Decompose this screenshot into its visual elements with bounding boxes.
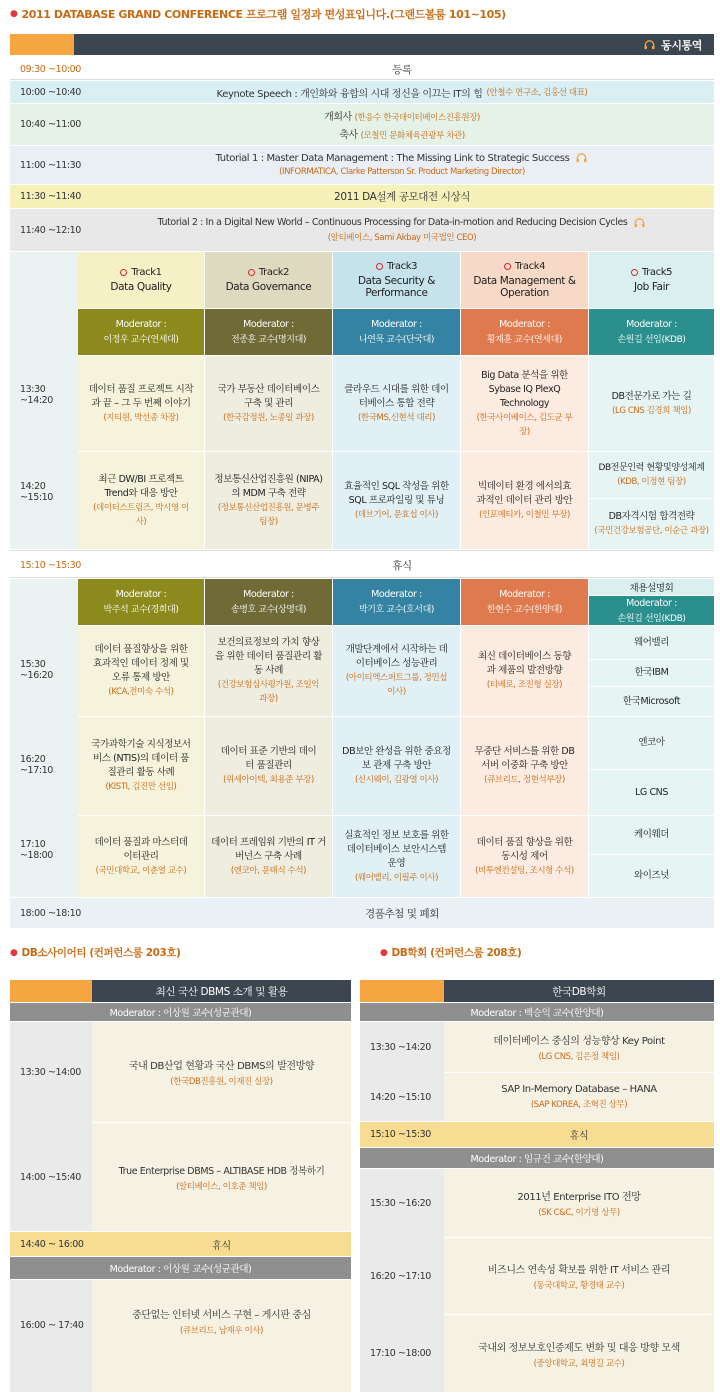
session-s1-track1: 데이터 품질 프로젝트 시작과 끝 – 그 두 번째 이야기 (지티원, 박선종 차장) — [78, 356, 204, 451]
db-society-orange-head — [10, 980, 92, 1002]
row-title: Keynote Speech : 개인화와 융합의 시대 정신을 이끄는 IT의 힘 (안철수 연구소, 김홍선 대표) — [216, 88, 588, 100]
schedule-row-tutorial2 — [10, 209, 714, 251]
academy-session: 비즈니스 연속성 확보를 위한 IT 서비스 관리 (동국대학교, 황경태 교수) — [444, 1238, 714, 1314]
row-title: 개회사 (한응수 한국데이터베이스진흥원장) 축사 (모철민 문화체육관광부 차관) — [324, 112, 480, 141]
row-time: 18:00 ~18:10 — [20, 907, 81, 919]
db-academy-title: 한국DB학회 — [444, 980, 714, 1002]
bullet-icon: ● — [10, 947, 18, 958]
time-slot1: 13:30 ~14:20 — [20, 384, 53, 406]
jobfair-company: 와이즈넛 — [589, 855, 714, 897]
row-title: 휴식 — [392, 559, 412, 572]
jobfair-company: 한국Microsoft — [589, 687, 714, 716]
track-dot-icon — [504, 263, 511, 270]
session-s1-track2: 국가 부동산 데이터베이스 구축 및 관리 (한국감정원, 노종일 과장) — [205, 356, 332, 451]
track-header-1: Track1 Data Quality — [78, 252, 204, 308]
session-s5-track3: 실효적인 정보 보호를 위한 데이터베이스 보안시스템 운영 (웨어밸리, 이필주 이사) — [333, 816, 460, 897]
row-time: 13:30 ~14:00 — [20, 1066, 81, 1078]
track-dot-icon — [120, 269, 127, 276]
session-s2-track2: 정보통신산업진흥원 (NIPA)의 MDM 구축 전략 (정보통신산업진흥원, 문병주 팀장) — [205, 452, 332, 549]
moderator-track4: Moderator : 황재훈 교수(연세대) — [461, 309, 588, 355]
session-s2-track5b: DB자격시험 합격전략 (국민건강보험공단, 이순근 과장) — [589, 499, 714, 549]
db-society-moderator1: Moderator : 이상원 교수(성균관대) — [10, 1003, 351, 1021]
headphone-icon — [633, 218, 646, 228]
jobfair-company: 엔코아 — [589, 717, 714, 769]
academy-session: 국내외 정보보호인증제도 변화 및 대응 방향 모색 (중앙대학교, 최명길 교수) — [444, 1315, 714, 1392]
row-title: 경품추첨 및 폐회 — [364, 907, 440, 920]
row-time: 17:10 ~18:00 — [370, 1348, 431, 1359]
db-society-table — [10, 980, 351, 1392]
track-header-5: Track5 Job Fair — [589, 252, 714, 308]
schedule-row-award — [10, 185, 714, 208]
schedule-row-tutorial1 — [10, 146, 714, 184]
row-time: 14:20 ~15:10 — [370, 1091, 431, 1103]
session-s3-track3: 개발단계에서 시작하는 데이터베이스 성능관리 (아이티엑스퍼트그룹, 정민섭 이사) — [333, 626, 460, 716]
academy-session: 2011년 Enterprise ITO 전망 (SK C&C, 이기영 상무) — [444, 1169, 714, 1237]
moderator-pm-track5: Moderator : 손원길 선임(KDB) — [589, 596, 714, 625]
society-session: 중단없는 인터넷 서비스 구현 – 게시판 중심 (큐브리드, 남재우 이사) — [92, 1280, 351, 1392]
session-s3-track1: 데이터 품질향상을 위한 효과적인 데이터 정제 및 오류 통제 방안 (KCA,전미숙 수석) — [78, 626, 204, 716]
session-s1-track4: Big Data 분석을 위한 Sybase IQ PlexQ Technology (한국사이베이스, 김도균 부장) — [461, 356, 588, 451]
schedule-row-registration — [10, 58, 714, 80]
schedule-row-closing — [10, 898, 714, 928]
header-orange-bar — [10, 34, 74, 55]
moderator-pm-track4: Moderator : 한현수 교수(한양대) — [461, 579, 588, 625]
db-academy-moderator1: Moderator : 백승익 교수(한양대) — [360, 1003, 714, 1021]
db-society-heading: ● DB소사이어티 (컨퍼런스룸 203호) — [10, 947, 181, 959]
jobfair-company: LG CNS — [589, 770, 714, 815]
bullet-icon: ● — [380, 947, 388, 958]
moderator-track3: Moderator : 나연묵 교수(단국대) — [333, 309, 460, 355]
db-society-title: 최신 국산 DBMS 소개 및 활용 — [92, 980, 351, 1002]
row-time: 16:20 ~17:10 — [370, 1270, 431, 1282]
academy-session: 데이터베이스 중심의 성능향상 Key Point (LG CNS, 김은정 책임) — [444, 1022, 714, 1072]
time-slot2: 14:20 ~15:10 — [20, 481, 53, 503]
session-s2-track1: 최근 DW/BI 프로젝트 Trend와 대응 방안 (데이터스트림즈, 박시영 이사) — [78, 452, 204, 549]
session-s2-track5a: DB전문인력 현황및양성체계 (KDB, 이정현 팀장) — [589, 452, 714, 498]
bullet-icon: ● — [10, 9, 18, 19]
track-header-2: Track2 Data Governance — [205, 252, 332, 308]
session-s4-track2: 데이터 표준 기반의 데이터 품질관리 (위세아이텍, 최용준 부장) — [205, 717, 332, 815]
row-time: 11:00 ~11:30 — [20, 159, 81, 171]
db-academy-orange-head — [360, 980, 444, 1002]
headphone-icon — [643, 40, 656, 50]
row-time: 10:40 ~11:00 — [20, 119, 81, 130]
track-dot-icon — [631, 269, 638, 276]
row-title: 2011 DA설계 공모대전 시상식 — [334, 191, 470, 203]
row-time: 11:30 ~11:40 — [20, 191, 81, 202]
moderator-track1: Moderator : 이정우 교수(연세대) — [78, 309, 204, 355]
schedule-row-break — [10, 550, 714, 578]
row-time: 15:10 ~15:30 — [20, 559, 81, 571]
jobfair-company: 케이웨더 — [589, 816, 714, 854]
society-session: True Enterprise DBMS – ALTIBASE HDB 정복하기 (알티베이스, 이호준 책임) — [92, 1123, 351, 1231]
session-s2-track4: 빅데이터 환경 에서의효과적인 데이터 관리 방안 (인포매티카, 이철민 부장) — [461, 452, 588, 549]
row-title: Tutorial 1 : Master Data Management : The Missing Link to Strategic Success (INFORMATICA, Clarke Patterson Sr. Product Marketing Director) — [90, 146, 714, 184]
db-academy-table — [360, 980, 714, 1392]
society-break-row — [10, 1232, 351, 1256]
db-academy-heading: ● DB학회 (컨퍼런스룸 208호) — [380, 947, 522, 959]
row-time: 10:00 ~10:40 — [20, 86, 81, 98]
recruit-header: 채용설명회 — [589, 579, 714, 595]
simultaneous-translation-label: 동시통역 — [661, 38, 702, 52]
jobfair-company: 한국IBM — [589, 660, 714, 686]
session-s4-track4: 무중단 서비스를 위한 DB 서버 이중화 구축 방안 (큐브리드, 정현석부장) — [461, 717, 588, 815]
track-dot-icon — [248, 269, 255, 276]
row-time: 11:40 ~12:10 — [20, 224, 81, 236]
row-time: 09:30 ~10:00 — [20, 63, 81, 75]
session-s1-track5: DB전문가로 가는 길 (LG CNS 김경희 책임) — [589, 356, 714, 451]
row-time: 14:40 ~ 16:00 — [20, 1238, 84, 1250]
session-s1-track3: 클라우드 시대를 위한 데이터베이스 통합 전략 (한국MS,신현석 대리) — [333, 356, 460, 451]
time-slot4: 16:20 ~17:10 — [20, 754, 53, 776]
moderator-pm-track2: Moderator : 송병호 교수(상명대) — [205, 579, 332, 625]
row-title: 등록 — [392, 63, 412, 76]
row-time: 16:00 ~ 17:40 — [20, 1319, 84, 1331]
row-title: 휴식 — [569, 1131, 589, 1142]
academy-session: SAP In-Memory Database – HANA (SAP KOREA, 조혁진 상무) — [444, 1073, 714, 1121]
session-s2-track3: 효율적인 SQL 작성을 위한 SQL 프로파일링 및 튜닝 (데브기어, 문효섭 이사) — [333, 452, 460, 549]
jobfair-company: 웨어밸리 — [589, 626, 714, 659]
headphone-icon — [575, 153, 588, 163]
academy-break-row — [360, 1122, 714, 1147]
row-time: 14:00 ~15:40 — [20, 1171, 81, 1183]
session-s5-track4: 데이터 품질 향상을 위한 동시성 제어 (비투엔컨설팅, 조시형 수석) — [461, 816, 588, 897]
page-heading: ● 2011 DATABASE GRAND CONFERENCE 프로그램 일정과 편성표입니다.(그랜드볼룸 101~105) — [10, 8, 506, 21]
track-header-3: Track3 Data Security & Performance — [333, 252, 460, 308]
moderator-track5: Moderator : 손원길 선임(KDB) — [589, 309, 714, 355]
session-s4-track1: 국가과학기술 지식정보서비스 (NTIS)의 데이터 품질관리 활동 사례 (KISTI, 김진만 선임) — [78, 717, 204, 815]
db-academy-moderator2: Moderator : 임규건 교수(한양대) — [360, 1148, 714, 1168]
row-time: 15:30 ~16:20 — [370, 1197, 431, 1209]
track-header-4: Track4 Data Management & Operation — [461, 252, 588, 308]
time-slot3: 15:30 ~16:20 — [20, 659, 53, 681]
row-time: 15:10 ~15:30 — [370, 1129, 431, 1140]
time-slot5: 17:10 ~18:00 — [20, 839, 53, 861]
session-s4-track3: DB보안 완성을 위한 중요정보 관제 구축 방안 (신시웨이, 김광열 이사) — [333, 717, 460, 815]
session-s5-track2: 데이터 프레임워 기반의 IT 거버넌스 구축 사례 (엔코아, 문태식 수석) — [205, 816, 332, 897]
session-s3-track2: 보건의료정보의 가치 향상을 위한 데이터 품질관리 활동 사례 (건강보험심사평가원, 조일익 과장) — [205, 626, 332, 716]
row-title: 휴식 — [212, 1240, 231, 1252]
row-time: 13:30 ~14:20 — [370, 1041, 431, 1053]
society-session: 국내 DB산업 현황과 국산 DBMS의 발전방향 (한국DB진흥원, 이재진 실장) — [92, 1022, 351, 1122]
db-society-moderator2: Moderator : 이상원 교수(성균관대) — [10, 1257, 351, 1279]
moderator-pm-track3: Moderator : 박기호 교수(호서대) — [333, 579, 460, 625]
schedule-row-opening — [10, 104, 714, 145]
session-s5-track1: 데이터 품질과 마스터데이터관리 (국민대학교, 이춘열 교수) — [78, 816, 204, 897]
schedule-row-keynote — [10, 81, 714, 103]
moderator-pm-track1: Moderator : 박주석 교수(경희대) — [78, 579, 204, 625]
track-dot-icon — [376, 263, 383, 270]
header-dark-bar — [74, 34, 714, 55]
row-title: Tutorial 2 : In a Digital New World – Continuous Processing for Data-in-motion and Reducing Decision Cycles (알티베이스, Sami Akbay 미국법인 CEO) — [90, 209, 714, 251]
moderator-track2: Moderator : 전종훈 교수(명지대) — [205, 309, 332, 355]
session-s3-track4: 최신 데이터베이스 동향과 제품의 발전방향 (티베로, 조진형 실장) — [461, 626, 588, 716]
